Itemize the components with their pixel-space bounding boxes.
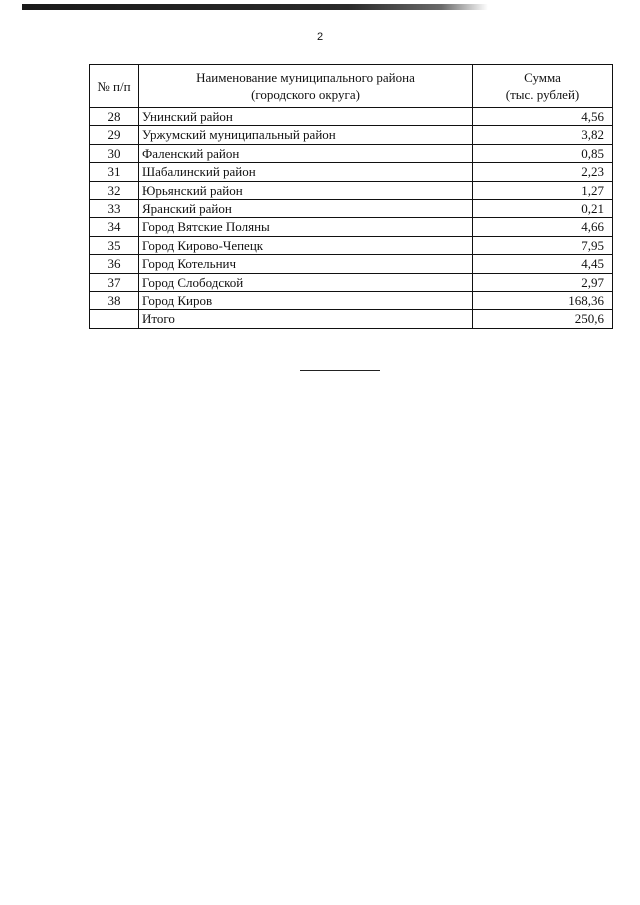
row-sum: 0,85 bbox=[473, 144, 613, 162]
row-name: Юрьянский район bbox=[139, 181, 473, 199]
row-sum: 7,95 bbox=[473, 236, 613, 254]
row-num: 28 bbox=[90, 108, 139, 126]
row-num: 37 bbox=[90, 273, 139, 291]
table-row bbox=[90, 236, 613, 254]
row-name: Город Кирово-Чепецк bbox=[139, 236, 473, 254]
header-name-line1: Наименование муниципального района bbox=[196, 70, 415, 85]
row-name: Уржумский муниципальный район bbox=[139, 126, 473, 144]
row-name: Фаленский район bbox=[139, 144, 473, 162]
header-name-line2: (городского округа) bbox=[251, 87, 360, 102]
row-num: 35 bbox=[90, 236, 139, 254]
table-row bbox=[90, 273, 613, 291]
row-sum: 4,56 bbox=[473, 108, 613, 126]
page-number: 2 bbox=[316, 31, 324, 43]
row-sum: 3,82 bbox=[473, 126, 613, 144]
row-num: 38 bbox=[90, 292, 139, 310]
header-sum-line1: Сумма bbox=[524, 70, 561, 85]
closing-underline bbox=[300, 370, 380, 371]
table-row bbox=[90, 126, 613, 144]
total-sum: 250,6 bbox=[473, 310, 613, 328]
row-num: 29 bbox=[90, 126, 139, 144]
row-num: 36 bbox=[90, 255, 139, 273]
row-num: 33 bbox=[90, 200, 139, 218]
row-num: 32 bbox=[90, 181, 139, 199]
row-name: Город Слободской bbox=[139, 273, 473, 291]
table-row bbox=[90, 181, 613, 199]
districts-table bbox=[89, 64, 613, 329]
table-row bbox=[90, 292, 613, 310]
row-num: 30 bbox=[90, 144, 139, 162]
header-sum bbox=[473, 65, 613, 108]
table-row bbox=[90, 200, 613, 218]
total-num bbox=[90, 310, 139, 328]
header-sum-line2: (тыс. рублей) bbox=[505, 87, 580, 102]
table-total-row bbox=[90, 310, 613, 328]
table-row bbox=[90, 163, 613, 181]
row-num: 34 bbox=[90, 218, 139, 236]
row-name: Яранский район bbox=[139, 200, 473, 218]
row-sum: 0,21 bbox=[473, 200, 613, 218]
row-sum: 2,23 bbox=[473, 163, 613, 181]
row-name: Город Киров bbox=[139, 292, 473, 310]
row-name: Унинский район bbox=[139, 108, 473, 126]
row-sum: 2,97 bbox=[473, 273, 613, 291]
table-row bbox=[90, 108, 613, 126]
scan-edge-bar bbox=[22, 4, 488, 10]
total-label: Итого bbox=[139, 310, 473, 328]
row-sum: 4,45 bbox=[473, 255, 613, 273]
row-sum: 1,27 bbox=[473, 181, 613, 199]
row-num: 31 bbox=[90, 163, 139, 181]
row-name: Город Котельнич bbox=[139, 255, 473, 273]
header-name bbox=[139, 65, 473, 108]
header-num: № п/п bbox=[90, 65, 139, 108]
row-sum: 4,66 bbox=[473, 218, 613, 236]
table-row bbox=[90, 144, 613, 162]
row-name: Шабалинский район bbox=[139, 163, 473, 181]
row-name: Город Вятские Поляны bbox=[139, 218, 473, 236]
table-row bbox=[90, 255, 613, 273]
row-sum: 168,36 bbox=[473, 292, 613, 310]
table-header-row bbox=[90, 65, 613, 108]
table-row bbox=[90, 218, 613, 236]
